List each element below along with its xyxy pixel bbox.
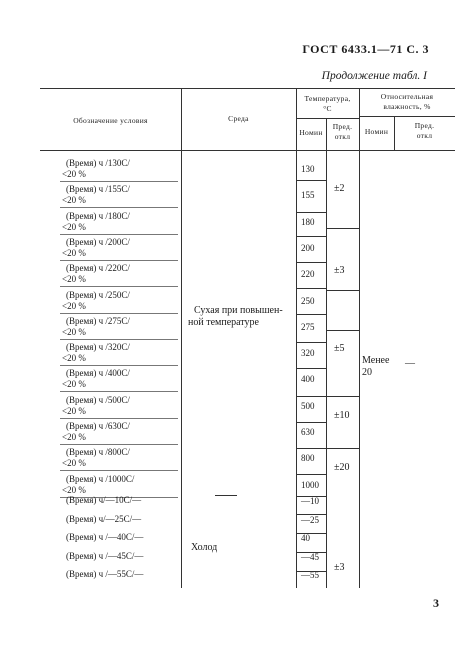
condition-cell: (Время) ч /—45С/— [66,550,144,561]
condition-cell: (Время) ч /500С/ <20 % [62,394,130,416]
temperature-nominal-value: 1000 [301,479,319,490]
temperature-nominal-value: 200 [301,242,315,253]
temperature-nominal-value: 275 [301,321,315,332]
temperature-nominal-value: 220 [301,269,315,280]
temperature-limit-value: ±5 [334,343,345,354]
condition-cell: (Время) ч /220С/ <20 % [62,263,130,285]
temperature-nominal-value: 500 [301,400,315,411]
temperature-nominal-value: 800 [301,453,315,464]
condition-cell: (Время) ч /320С/ <20 % [62,342,130,364]
header-temperature: Температура, °С [304,94,351,113]
condition-cell: (Время) ч /—40С/— [66,532,144,542]
temperature-nominal-value: 630 [301,427,315,437]
condition-cell: (Время) ч /155С/ <20 % [62,184,130,206]
condition-cell: (Время) ч/—10С/— [66,495,142,505]
temperature-limit-value: ±2 [334,183,345,194]
condition-cell: (Время) ч /800С/ <20 % [62,447,130,469]
condition-cell: (Время) ч /275С/ <20 % [62,315,130,337]
temperature-limit-value: ±3 [334,265,345,276]
condition-cell: (Время) ч /250С/ <20 % [62,289,130,311]
condition-cell: (Время) ч /630С/ <20 % [62,421,130,442]
condition-cell: (Время) ч /1000С/ <20 % [62,473,135,495]
header-condition: Обозначение условия [73,116,148,125]
temperature-nominal-value: 130 [301,164,315,174]
condition-cell: (Время) ч /400С/ <20 % [62,368,130,390]
header-humidity-limit: Пред. откл [414,121,435,140]
header-temp-nominal: Номин [299,128,323,137]
condition-cell: (Время) ч/—25С/— [66,513,142,524]
temperature-limit-value: ±20 [334,462,350,473]
temperature-nominal-value: —55 [301,570,319,580]
document-header: ГОСТ 6433.1—71 С. 3 [302,42,429,56]
table-continuation-label: Продолжение табл. I [321,70,427,82]
medium-dry-heat: Сухая при повышен- ной температуре [188,305,283,328]
medium-cold: Холод [191,542,218,553]
header-medium: Среда [228,114,249,123]
temperature-limit-value: ±3 [334,562,345,573]
humidity-limit-value: — [405,358,415,369]
header-humidity: Относительная влажность, % [380,92,434,111]
header-humidity-nominal: Номин [364,127,389,136]
temperature-nominal-value: 400 [301,374,315,385]
temperature-nominal-value: —45 [301,551,319,562]
condition-cell: (Время) ч /—55С/— [66,569,144,579]
temperature-nominal-value: 320 [301,348,315,359]
temperature-nominal-value: 180 [301,216,315,227]
temperature-limit-value: ±10 [334,410,350,421]
page-number: 3 [433,596,439,610]
temperature-nominal-value: —10 [301,496,319,506]
condition-cell: (Время) ч /130С/ <20 % [62,158,130,179]
condition-cell: (Время) ч /180С/ <20 % [62,210,130,232]
temperature-nominal-value: 250 [301,295,315,306]
header-temp-limit: Пред. откл [332,122,353,141]
temperature-nominal-value: —25 [301,514,319,525]
temperature-nominal-value: 155 [301,190,315,201]
temperature-nominal-value: 40 [301,533,310,543]
condition-cell: (Время) ч /200С/ <20 % [62,236,130,258]
humidity-nominal-value: Менее 20 [362,355,390,378]
